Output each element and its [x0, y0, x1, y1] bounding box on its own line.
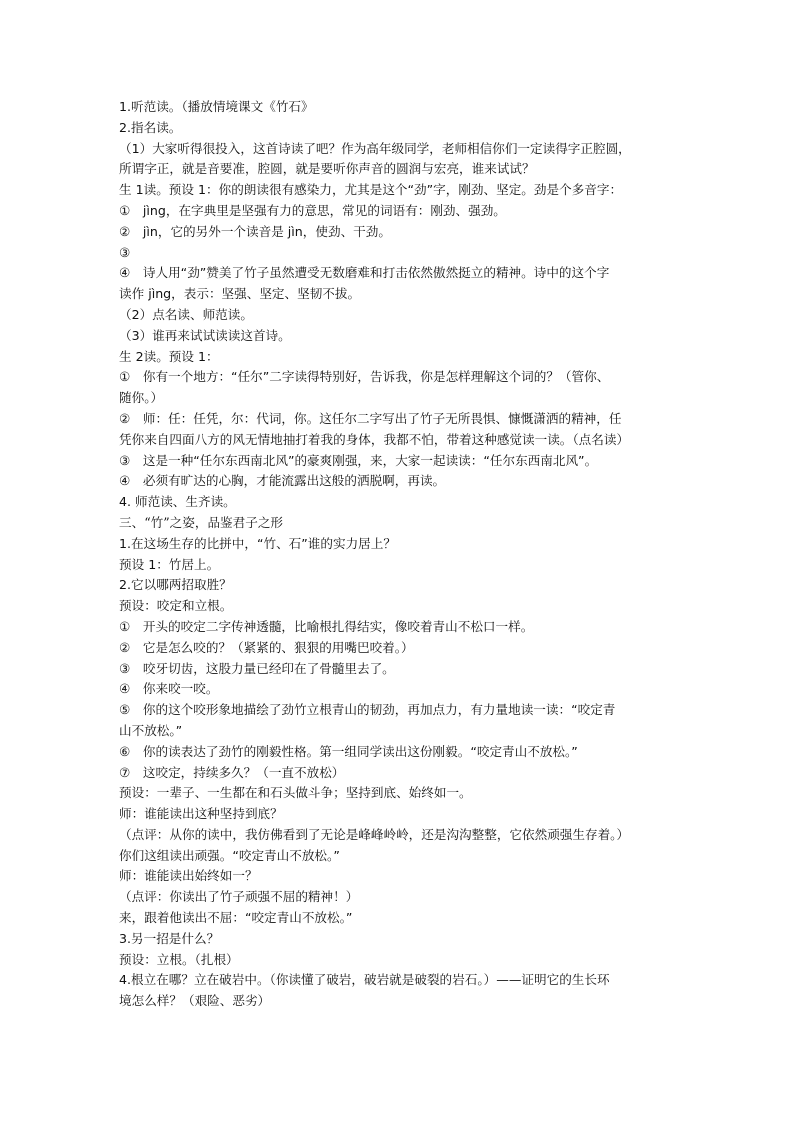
text-line: 2.它以哪两招取胜？ [119, 577, 232, 593]
text-line: ② 它是怎么咬的？（紧紧的、狠狠的用嘴巴咬着。） [119, 639, 414, 655]
text-line: 1.听范读。（播放情境课文《竹石》 [119, 99, 314, 114]
text-line: ② jìn，它的另外一个读音是 jìn，使劲、干劲。 [119, 223, 391, 239]
text-line: 预设 1：竹居上。 [119, 556, 220, 572]
text-line: ② 师：任：任凭，尔：代词，你。这任尔二字写出了竹子无所畏惧、慷慨潇洒的精神，任 [119, 410, 622, 426]
text-line: （1）大家听得很投入，这首诗读了吧？作为高年级同学，老师相信你们一定读得字正腔圆， [119, 140, 631, 156]
text-line: 境怎么样？（艰险、恶劣） [119, 993, 271, 1009]
text-line: 师：谁能读出始终如一？ [119, 868, 258, 884]
text-line: 读作 jìng，表示：坚强、坚定、坚韧不拔。 [119, 286, 361, 302]
text-line: 师：谁能读出这种坚持到底？ [119, 806, 283, 822]
text-line: 生 2读。预设 1： [119, 348, 219, 364]
text-line: 1.在这场生存的比拼中，“竹、石”谁的实力居上？ [119, 535, 396, 551]
text-line: 来，跟着他读出不屈：“咬定青山不放松。” [119, 910, 353, 926]
text-line: （3）谁再来试试读读这首诗。 [119, 327, 291, 343]
text-line: 预设：立根。（扎根） [119, 951, 239, 967]
text-line: 随你。） [119, 390, 164, 406]
text-line: ④ 你来咬一咬。 [119, 681, 219, 697]
text-line: 山不放松。” [119, 722, 183, 738]
section-heading: 三、“竹”之姿，品鉴君子之形 [119, 514, 284, 530]
text-line: 你们这组读出顽强。“咬定青山不放松。” [119, 847, 340, 863]
text-line: （点评：从你的读中，我仿佛看到了无论是峰峰岭岭，还是沟沟整整，它依然顽强生存着。） [119, 826, 630, 842]
text-line: 凭你来自四面八方的风无情地抽打着我的身体，我都不怕，带着这种感觉读一读。（点名读） [119, 431, 630, 447]
text-line: 4. 师范读、生齐读。 [119, 494, 236, 510]
text-line: 3.另一招是什么？ [119, 930, 220, 946]
text-line: 2.指名读。 [119, 119, 182, 135]
text-line: ③ 咬牙切齿，这股力量已经印在了骨髓里去了。 [119, 660, 395, 676]
text-line: ① jìng，在字典里是坚强有力的意思，常见的词语有：刚劲、强劲。 [119, 202, 506, 218]
text-line: 预设：咬定和立根。 [119, 598, 233, 614]
text-line: 4.根立在哪？立在破岩中。（你读懂了破岩，破岩就是破裂的岩石。）——证明它的生长环 [119, 972, 610, 988]
document-body [119, 97, 679, 1012]
text-line: ④ 必须有旷达的心胸，才能流露出这般的洒脱啊，再读。 [119, 473, 446, 489]
text-line: （点评：你读出了竹子顽强不屈的精神！） [119, 889, 359, 905]
text-line: ⑦ 这咬定，持续多久？（一直不放松） [119, 764, 345, 780]
text-line: ③ 这是一种“任尔东西南北风”的豪爽刚强，来，大家一起读读：“任尔东西南北风”。 [119, 452, 598, 468]
text-line: ⑥ 你的读表达了劲竹的刚毅性格。第一组同学读出这份刚毅。“咬定青山不放松。” [119, 743, 578, 759]
text-line: 生 1读。预设 1：你的朗读很有感染力，尤其是这个“劲”字，刚劲、坚定。劲是个多音字： [119, 182, 623, 198]
text-line: ① 开头的咬定二字传神透髓，比喻根扎得结实，像咬着青山不松口一样。 [119, 618, 534, 634]
text-line: ③ [119, 244, 131, 260]
text-line: ① 你有一个地方：“任尔”二字读得特别好，告诉我，你是怎样理解这个词的？（管你、 [119, 369, 610, 385]
text-line: 预设：一辈子、一生都在和石头做斗争；坚持到底、始终如一。 [119, 785, 472, 801]
text-line: 所谓字正，就是音要准，腔圆，就是要听你声音的圆润与宏亮，谁来试试？ [119, 161, 535, 177]
text-line: （2）点名读、师范读。 [119, 306, 253, 322]
text-line: ④ 诗人用“劲”赞美了竹子虽然遭受无数磨难和打击依然傲然挺立的精神。诗中的这个字 [119, 265, 610, 281]
text-line: ⑤ 你的这个咬形象地描绘了劲竹立根青山的韧劲，再加点力，有力量地读一读：“咬定青 [119, 702, 616, 718]
